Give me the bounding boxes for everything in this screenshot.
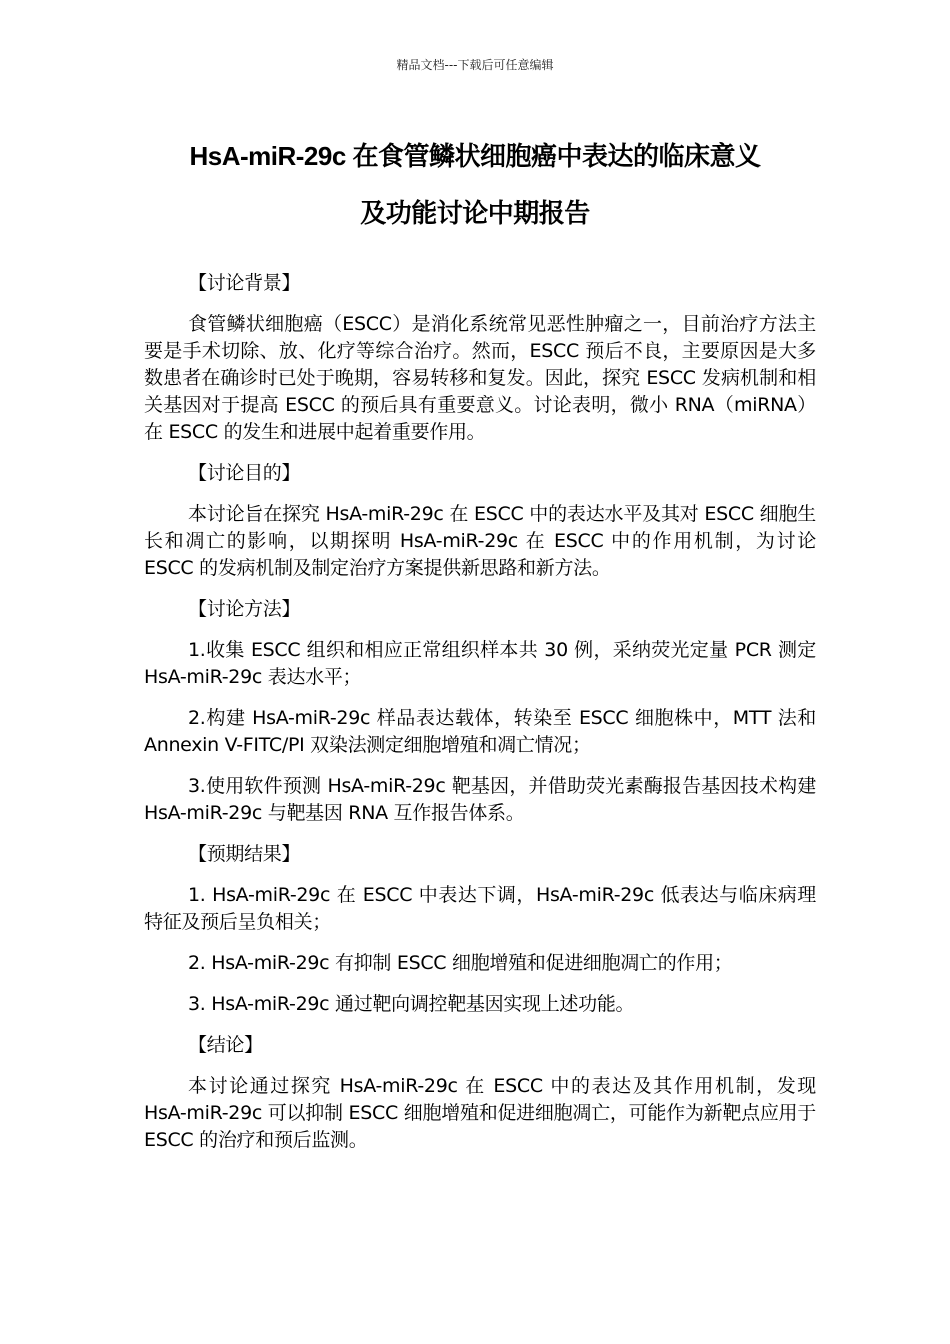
method-item-1: 1.收集 ESCC 组织和相应正常组织样本共 30 例，采纳荧光定量 PCR 测定 HsA-miR-29c 表达水平； xyxy=(144,639,816,688)
document-body xyxy=(144,270,816,1168)
section-heading-conclusion: 【结论】 xyxy=(188,1034,263,1056)
section-heading-expected-results: 【预期结果】 xyxy=(188,843,301,865)
header-note: 精品文档---下载后可任意编辑 xyxy=(396,58,554,72)
document-title-line-2: 及功能讨论中期报告 xyxy=(360,198,590,228)
background-paragraph: 食管鳞状细胞癌（ESCC）是消化系统常见恶性肿瘤之一，目前治疗方法主要是手术切除、放、化疗等综合治疗。然而，ESCC 预后不良，主要原因是大多数患者在确诊时已处于晚期，容易转移和复发。因此，探究 ESCC 发病机制和相关基因对于提高 ESCC 的预后具有重要意义。讨论表明，微小 RNA（miRNA）在 ESCC 的发生和进展中起着重要作用。 xyxy=(144,313,816,443)
expected-result-2: 2. HsA-miR-29c 有抑制 ESCC 细胞增殖和促进细胞凋亡的作用； xyxy=(188,952,733,974)
expected-result-1: 1. HsA-miR-29c 在 ESCC 中表达下调，HsA-miR-29c 低表达与临床病理特征及预后呈负相关； xyxy=(144,884,816,933)
method-item-2: 2.构建 HsA-miR-29c 样品表达载体，转染至 ESCC 细胞株中，MTT 法和 Annexin V-FITC/PI 双染法测定细胞增殖和凋亡情况； xyxy=(144,707,816,756)
section-heading-background: 【讨论背景】 xyxy=(188,272,301,294)
document-title-line-1: HsA-miR-29c 在食管鳞状细胞癌中表达的临床意义 xyxy=(189,141,761,171)
purpose-paragraph: 本讨论旨在探究 HsA-miR-29c 在 ESCC 中的表达水平及其对 ESCC 细胞生长和凋亡的影响，以期探明 HsA-miR-29c 在 ESCC 中的作用机制，为讨论 ESCC 的发病机制及制定治疗方案提供新思路和新方法。 xyxy=(144,503,816,579)
expected-result-3: 3. HsA-miR-29c 通过靶向调控靶基因实现上述功能。 xyxy=(188,993,635,1015)
section-heading-methods: 【讨论方法】 xyxy=(188,598,301,620)
section-heading-purpose: 【讨论目的】 xyxy=(188,462,301,484)
method-item-3: 3.使用软件预测 HsA-miR-29c 靶基因，并借助荧光素酶报告基因技术构建 HsA-miR-29c 与靶基因 RNA 互作报告体系。 xyxy=(144,775,816,824)
conclusion-paragraph: 本讨论通过探究 HsA-miR-29c 在 ESCC 中的表达及其作用机制，发现 HsA-miR-29c 可以抑制 ESCC 细胞增殖和促进细胞凋亡，可能作为新靶点应用于 ESCC 的治疗和预后监测。 xyxy=(144,1075,816,1151)
